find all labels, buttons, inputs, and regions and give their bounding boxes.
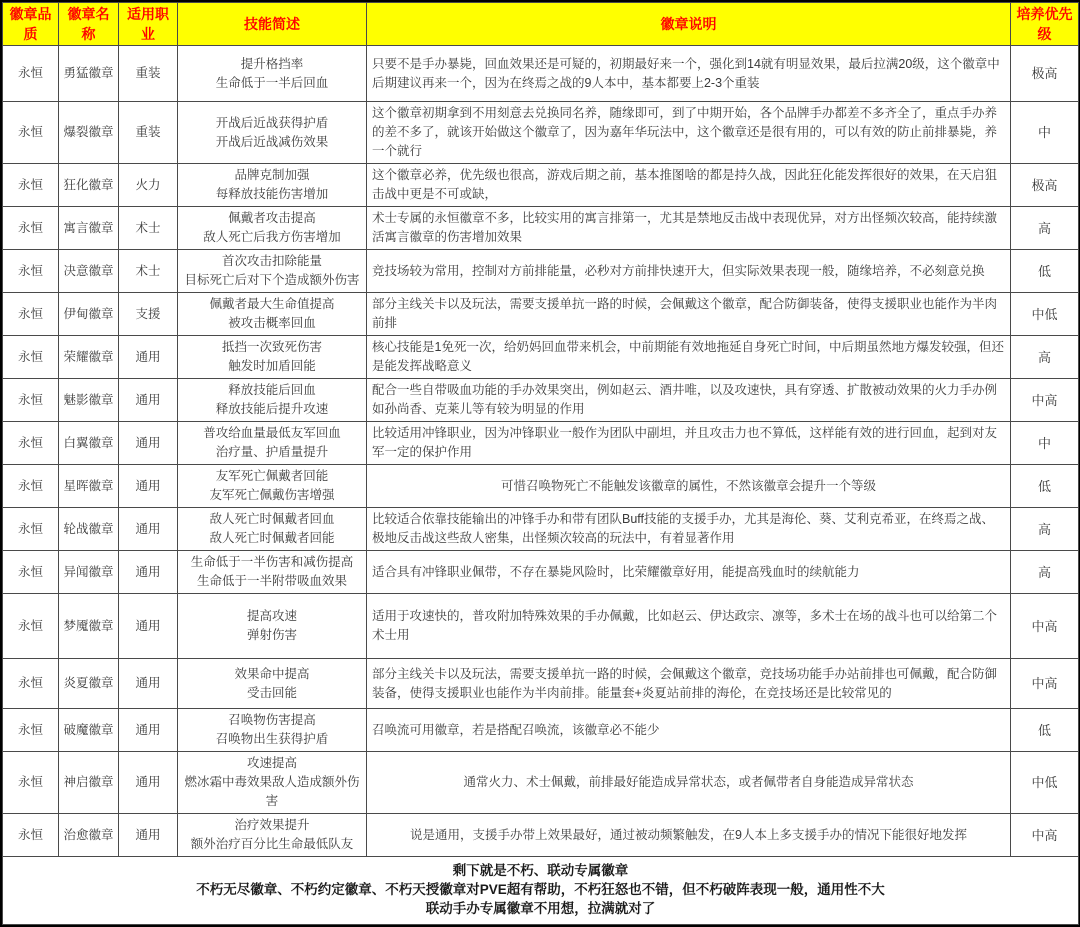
skill-line: 燃冰霜中毒效果敌人造成额外伤害 — [184, 775, 360, 808]
badge-skills-cell — [178, 508, 367, 551]
badge-quality-cell: 永恒 — [3, 422, 59, 465]
badge-quality-cell: 永恒 — [3, 336, 59, 379]
priority-cell: 中低 — [1011, 293, 1079, 336]
badge-description-cell: 竞技场较为常用，控制对方前排能量，必秒对方前排快速开大，但实际效果表现一般，随缘培养，不必刻意兑换 — [367, 250, 1011, 293]
badge-skills-cell — [178, 752, 367, 814]
priority-cell: 高 — [1011, 508, 1079, 551]
badge-class-cell: 火力 — [119, 164, 178, 207]
badge-class-cell: 通用 — [119, 709, 178, 752]
badge-class-cell: 通用 — [119, 551, 178, 594]
badge-quality-cell: 永恒 — [3, 814, 59, 857]
table-row — [3, 752, 1079, 814]
column-header-5: 培养优先级 — [1011, 3, 1079, 46]
skill-line: 召唤物出生获得护盾 — [215, 732, 329, 746]
badge-skills-cell — [178, 422, 367, 465]
column-header-4: 徽章说明 — [367, 3, 1011, 46]
badge-name-cell: 炎夏徽章 — [59, 659, 119, 709]
skill-line: 品牌克制加强 — [234, 168, 310, 182]
badge-description-cell: 术士专属的永恒徽章不多，比较实用的寓言排第一，尤其是禁地反击战中表现优异，对方出怪频次较高，能持续激活寓言徽章的伤害增加效果 — [367, 207, 1011, 250]
badge-quality-cell: 永恒 — [3, 659, 59, 709]
skill-line: 弹射伤害 — [246, 628, 297, 642]
skill-line: 友军死亡佩戴伤害增强 — [209, 488, 335, 502]
footer-note-line: 不朽无尽徽章、不朽约定徽章、不朽天授徽章对PVE超有帮助，不朽狂怒也不错，但不朽破阵表现一般，通用性不大 — [196, 882, 885, 897]
badge-table — [2, 2, 1079, 925]
badge-name-cell: 伊甸徽章 — [59, 293, 119, 336]
skill-line: 提高攻速 — [246, 609, 297, 623]
table-row — [3, 46, 1079, 102]
skill-line: 佩戴者最大生命值提高 — [209, 297, 335, 311]
skill-line: 提升格挡率 — [240, 56, 304, 71]
table-row — [3, 250, 1079, 293]
badge-class-cell: 通用 — [119, 379, 178, 422]
header-row — [3, 3, 1079, 46]
skill-line: 普攻给血量最低友军回血 — [203, 426, 341, 440]
table-row — [3, 709, 1079, 752]
badge-name-cell: 决意徽章 — [59, 250, 119, 293]
priority-cell: 高 — [1011, 336, 1079, 379]
badge-name-cell: 神启徽章 — [59, 752, 119, 814]
badge-class-cell: 术士 — [119, 207, 178, 250]
badge-name-cell: 星晖徽章 — [59, 465, 119, 508]
badge-quality-cell: 永恒 — [3, 207, 59, 250]
skill-line: 友军死亡佩戴者回能 — [215, 469, 329, 483]
table-row — [3, 102, 1079, 164]
badge-description-cell: 只要不是手办暴毙，回血效果还是可疑的，初期最好来一个，强化到14就有明显效果，最后拉满20级，这个徽章中后期建议再来一个，因为在终焉之战的9人本中，基本都要上2-3个重装 — [367, 46, 1011, 102]
badge-name-cell: 魅影徽章 — [59, 379, 119, 422]
badge-description-cell: 配合一些自带吸血功能的手办效果突出，例如赵云、酒井唯，以及攻速快，具有穿透、扩散被动效果的火力手办例如孙尚香、克莱儿等有较为明显的作用 — [367, 379, 1011, 422]
table-row — [3, 659, 1079, 709]
badge-name-cell: 治愈徽章 — [59, 814, 119, 857]
badge-name-cell: 荣耀徽章 — [59, 336, 119, 379]
badge-name-cell: 梦魇徽章 — [59, 594, 119, 659]
skill-line: 敌人死亡后我方伤害增加 — [203, 230, 341, 244]
priority-cell: 中高 — [1011, 594, 1079, 659]
skill-line: 开战后近战减伤效果 — [215, 134, 329, 149]
badge-class-cell: 通用 — [119, 336, 178, 379]
badge-quality-cell: 永恒 — [3, 551, 59, 594]
badge-quality-cell: 永恒 — [3, 46, 59, 102]
badge-description-cell: 适合具有冲锋职业佩带，不存在暴毙风险时，比荣耀徽章好用，能提高残血时的续航能力 — [367, 551, 1011, 594]
column-header-1: 徽章名称 — [59, 3, 119, 46]
skill-line: 召唤物伤害提高 — [228, 713, 316, 727]
badge-class-cell: 通用 — [119, 814, 178, 857]
skill-line: 抵挡一次致死伤害 — [221, 340, 322, 354]
table-row — [3, 508, 1079, 551]
badge-skills-cell — [178, 293, 367, 336]
skill-line: 敌人死亡时佩戴者回血 — [209, 512, 335, 526]
badge-name-cell: 勇猛徽章 — [59, 46, 119, 102]
badge-name-cell: 寓言徽章 — [59, 207, 119, 250]
priority-cell: 极高 — [1011, 46, 1079, 102]
skill-line: 敌人死亡时佩戴者回能 — [209, 531, 335, 545]
badge-description-cell: 部分主线关卡以及玩法，需要支援单抗一路的时候，会佩戴这个徽章，配合防御装备，使得支援职业也能作为半肉前排 — [367, 293, 1011, 336]
badge-skills-cell — [178, 102, 367, 164]
badge-class-cell: 重装 — [119, 102, 178, 164]
badge-skills-cell — [178, 250, 367, 293]
badge-skills-cell — [178, 336, 367, 379]
badge-skills-cell — [178, 814, 367, 857]
badge-name-cell: 白翼徽章 — [59, 422, 119, 465]
skill-line: 触发时加盾回能 — [228, 359, 316, 373]
badge-quality-cell: 永恒 — [3, 293, 59, 336]
badge-quality-cell: 永恒 — [3, 594, 59, 659]
priority-cell: 中高 — [1011, 814, 1079, 857]
badge-skills-cell — [178, 709, 367, 752]
badge-class-cell: 术士 — [119, 250, 178, 293]
table-body — [3, 46, 1079, 857]
badge-name-cell: 轮战徽章 — [59, 508, 119, 551]
table-row — [3, 422, 1079, 465]
skill-line: 佩戴者攻击提高 — [228, 211, 316, 225]
skill-line: 被攻击概率回血 — [228, 316, 316, 330]
badge-skills-cell — [178, 594, 367, 659]
table-row — [3, 293, 1079, 336]
badge-name-cell: 狂化徽章 — [59, 164, 119, 207]
column-header-0: 徽章品质 — [3, 3, 59, 46]
table-row — [3, 465, 1079, 508]
skill-line: 释放技能后提升攻速 — [215, 402, 329, 416]
skill-line: 开战后近战获得护盾 — [215, 115, 329, 130]
table-row — [3, 814, 1079, 857]
skill-line: 治疗效果提升 — [234, 818, 310, 832]
table-row — [3, 594, 1079, 659]
badge-class-cell: 重装 — [119, 46, 178, 102]
skill-line: 效果命中提高 — [234, 666, 310, 681]
footer-note-line: 联动手办专属徽章不用想，拉满就对了 — [425, 901, 656, 916]
skill-line: 生命低于一半附带吸血效果 — [196, 574, 347, 588]
badge-class-cell: 支援 — [119, 293, 178, 336]
badge-name-cell: 异闻徽章 — [59, 551, 119, 594]
badge-quality-cell: 永恒 — [3, 250, 59, 293]
badge-quality-cell: 永恒 — [3, 508, 59, 551]
footer-note-line: 剩下就是不朽、联动专属徽章 — [452, 863, 629, 878]
badge-skills-cell — [178, 207, 367, 250]
skill-line: 额外治疗百分比生命最低队友 — [190, 837, 354, 851]
table-row — [3, 379, 1079, 422]
table-row — [3, 336, 1079, 379]
column-header-3: 技能简述 — [178, 3, 367, 46]
priority-cell: 高 — [1011, 551, 1079, 594]
badge-quality-cell: 永恒 — [3, 752, 59, 814]
priority-cell: 中高 — [1011, 659, 1079, 709]
priority-cell: 中 — [1011, 422, 1079, 465]
badge-class-cell: 通用 — [119, 594, 178, 659]
priority-cell: 高 — [1011, 207, 1079, 250]
badge-description-cell: 召唤流可用徽章，若是搭配召唤流，该徽章必不能少 — [367, 709, 1011, 752]
badge-skills-cell — [178, 46, 367, 102]
badge-class-cell: 通用 — [119, 465, 178, 508]
badge-description-cell: 部分主线关卡以及玩法，需要支援单抗一路的时候，会佩戴这个徽章，竞技场功能手办站前排也可佩戴，配合防御装备，使得支援职业也能作为半肉前排。能量套+炎夏站前排的海伦，在竞技场还是比较常见的 — [367, 659, 1011, 709]
badge-quality-cell: 永恒 — [3, 379, 59, 422]
column-header-2: 适用职业 — [119, 3, 178, 46]
badge-class-cell: 通用 — [119, 659, 178, 709]
badge-description-cell: 通常火力、术士佩戴，前排最好能造成异常状态，或者佩带者自身能造成异常状态 — [367, 752, 1011, 814]
badge-description-cell: 核心技能是1免死一次，给奶妈回血带来机会，中前期能有效地拖延自身死亡时间，中后期虽然地方爆发较强，但还是能发挥战略意义 — [367, 336, 1011, 379]
badge-skills-cell — [178, 164, 367, 207]
badge-description-cell: 比较适合依靠技能输出的冲锋手办和带有团队Buff技能的支援手办，尤其是海伦、葵、艾利克希亚，在终焉之战、极地反击战这些敌人密集，出怪频次较高的玩法中，有着显著作用 — [367, 508, 1011, 551]
badge-class-cell: 通用 — [119, 508, 178, 551]
badge-class-cell: 通用 — [119, 422, 178, 465]
badge-skills-cell — [178, 551, 367, 594]
badge-quality-cell: 永恒 — [3, 102, 59, 164]
badge-description-cell: 这个徽章必养，优先级也很高，游戏后期之前，基本推图啥的都是持久战，因此狂化能发挥很好的效果，在天启狙击战中更是不可或缺， — [367, 164, 1011, 207]
skill-line: 首次攻击扣除能量 — [221, 254, 322, 268]
badge-class-cell: 通用 — [119, 752, 178, 814]
skill-line: 每释放技能伤害增加 — [215, 187, 329, 201]
badge-skills-cell — [178, 465, 367, 508]
badge-skills-cell — [178, 659, 367, 709]
priority-cell: 中高 — [1011, 379, 1079, 422]
table-row — [3, 164, 1079, 207]
badge-quality-cell: 永恒 — [3, 709, 59, 752]
priority-cell: 中 — [1011, 102, 1079, 164]
table-row — [3, 207, 1079, 250]
priority-cell: 中低 — [1011, 752, 1079, 814]
footer-row — [3, 857, 1079, 925]
priority-cell: 极高 — [1011, 164, 1079, 207]
badge-name-cell: 爆裂徽章 — [59, 102, 119, 164]
skill-line: 生命低于一半后回血 — [215, 75, 329, 90]
badge-name-cell: 破魔徽章 — [59, 709, 119, 752]
priority-cell: 低 — [1011, 250, 1079, 293]
badge-quality-cell: 永恒 — [3, 164, 59, 207]
skill-line: 生命低于一半伤害和减伤提高 — [190, 555, 354, 569]
badge-description-cell: 比较适用冲锋职业，因为冲锋职业一般作为团队中副坦，并且攻击力也不算低，这样能有效的进行回血，起到对友军一定的保护作用 — [367, 422, 1011, 465]
skill-line: 目标死亡后对下个造成额外伤害 — [184, 273, 360, 287]
badge-description-cell: 这个徽章初期拿到不用刻意去兑换同名养，随缘即可，到了中期开始，各个品牌手办都差不多齐全了，重点手办养的差不多了，就该开始做这个徽章了，因为嘉年华玩法中，这个徽章还是很有用的，可以有效的防止前排暴毙，养一个就行 — [367, 102, 1011, 164]
badge-description-cell: 可惜召唤物死亡不能触发该徽章的属性，不然该徽章会提升一个等级 — [367, 465, 1011, 508]
skill-line: 攻速提高 — [246, 756, 297, 770]
badge-description-cell: 适用于攻速快的，普攻附加特殊效果的手办佩戴，比如赵云、伊达政宗、凛等，多术士在场的战斗也可以给第二个术士用 — [367, 594, 1011, 659]
badge-quality-cell: 永恒 — [3, 465, 59, 508]
skill-line: 释放技能后回血 — [228, 383, 316, 397]
skill-line: 受击回能 — [246, 685, 297, 700]
priority-cell: 低 — [1011, 465, 1079, 508]
badge-description-cell: 说是通用，支援手办带上效果最好，通过被动频繁触发，在9人本上多支援手办的情况下能很好地发挥 — [367, 814, 1011, 857]
skill-line: 治疗量、护盾量提升 — [215, 445, 329, 459]
table-row — [3, 551, 1079, 594]
priority-cell: 低 — [1011, 709, 1079, 752]
badge-skills-cell — [178, 379, 367, 422]
footer-note-cell — [3, 857, 1079, 925]
